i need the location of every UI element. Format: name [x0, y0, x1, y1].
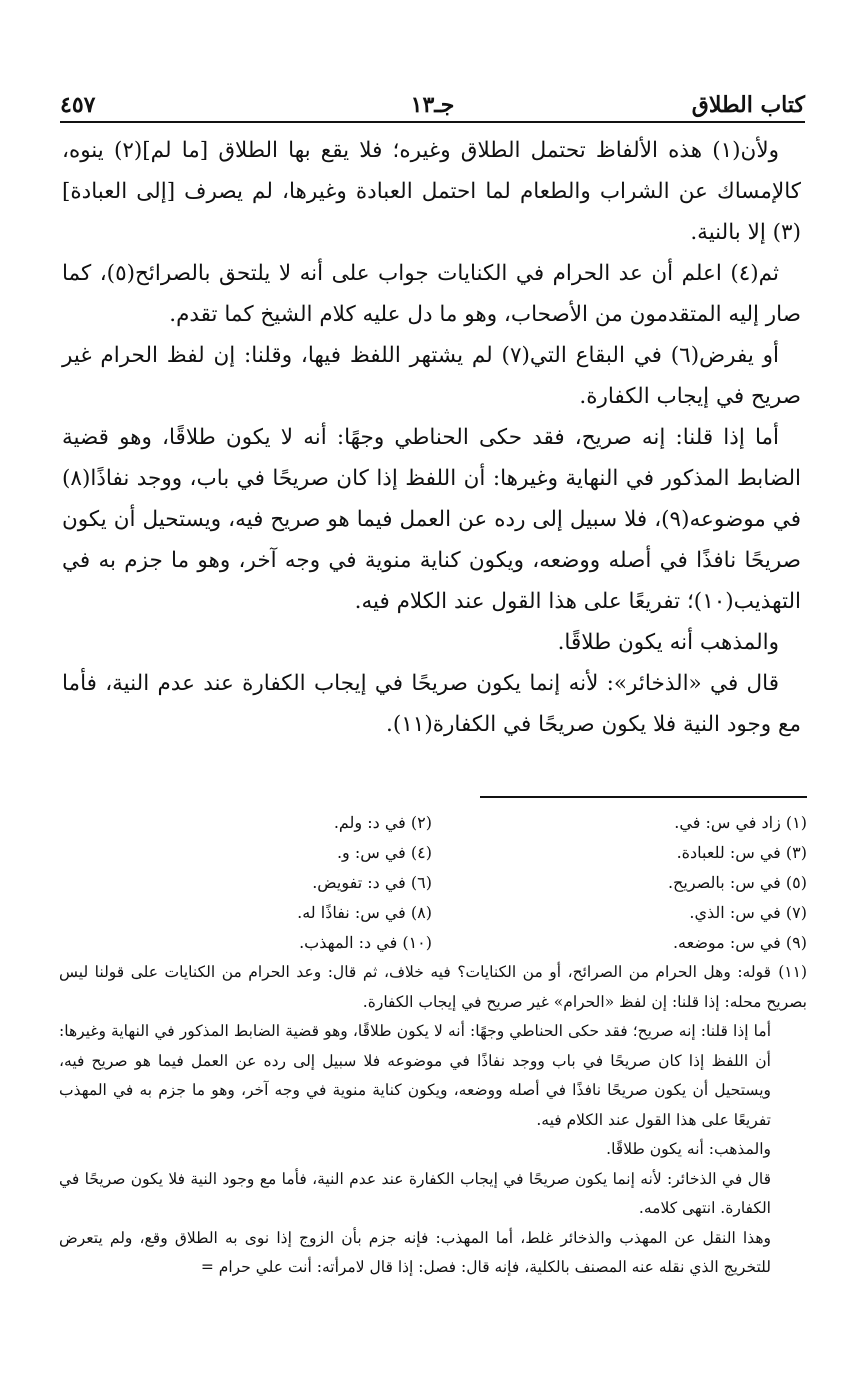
footnote-1: (١) زاد في س: في. — [674, 813, 807, 832]
main-text — [62, 130, 801, 745]
footnote-7: (٧) في س: الذي. — [689, 903, 807, 922]
footnote-2: (٢) في د: ولم. — [333, 813, 432, 832]
footnote-6: (٦) في د: تفويض. — [312, 873, 432, 892]
footnote-separator — [480, 796, 807, 798]
footnote-11-para-2: أما إذا قلنا: إنه صريح؛ فقد حكى الحناطي وجهًا: أنه لا يكون طلاقًا، وهو قضية الضابط المذكور في النهاية وغيرها: أن اللفظ إذا كان صريحًا في باب ووجد نفاذًا في موضوعه فلا سبيل إلى رده عن العمل فيما هو صريح فيه، ويستحيل أن يكون صريحًا نافذًا في أصله ووضعه، ويكون كناية منوية في وجه آخر، وهو ما جزم به في المهذب تفريعًا على هذا القول عند الكلام فيه. — [59, 1022, 771, 1129]
footnote-11 — [59, 958, 807, 1283]
footnote-11-first — [59, 958, 807, 1017]
header-rule — [60, 121, 805, 123]
paragraph-5: والمذهب أنه يكون طلاقًا. — [557, 630, 779, 655]
footnote-9: (٩) في س: موضعه. — [672, 933, 807, 952]
chapter-title: كتاب الطلاق — [691, 92, 805, 118]
footnote-11-para-1: قوله: وهل الحرام من الصرائح، أو من الكنايات؟ فيه خلاف، ثم قال: وعد الحرام من الكنايات على قولنا ليس بصريح محله: إذا قلنا: إن لفظ «الحرام» غير صريح في إيجاب الكفارة. — [59, 963, 807, 1011]
page-number: ٤٥٧ — [60, 92, 96, 118]
footnote-5: (٥) في س: بالصريح. — [667, 873, 807, 892]
footnote-8: (٨) في س: نفاذًا له. — [297, 903, 432, 922]
footnote-4: (٤) في س: و. — [336, 843, 432, 862]
paragraph-2: ثم(٤) اعلم أن عد الحرام في الكنايات جواب على أنه لا يلتحق بالصرائح(٥)، كما صار إليه المتقدمون من الأصحاب، وهو ما دل عليه كلام الشيخ كما تقدم. — [62, 261, 801, 327]
footnote-3: (٣) في س: للعبادة. — [676, 843, 807, 862]
paragraph-6: قال في «الذخائر»: لأنه إنما يكون صريحًا في إيجاب الكفارة عند عدم النية، فأما مع وجود النية فلا يكون صريحًا في الكفارة(١١). — [62, 671, 801, 737]
footnote-11-number: (١١) — [778, 963, 807, 981]
paragraph-4: أما إذا قلنا: إنه صريح، فقد حكى الحناطي وجهًا: أنه لا يكون طلاقًا، وهو قضية الضابط المذكور في النهاية وغيرها: أن اللفظ إذا كان صريحًا في باب، ووجد نفاذًا(٨) في موضوعه(٩)، فلا سبيل إلى رده عن العمل فيما هو صريح فيه، ويستحيل أن يكون صريحًا نافذًا في أصله ووضعه، ويكون كناية منوية في وجه آخر، وهو ما جزم به في التهذيب(١٠)؛ تفريعًا على هذا القول عند الكلام فيه. — [62, 425, 802, 614]
paragraph-1: ولأن(١) هذه الألفاظ تحتمل الطلاق وغيره؛ فلا يقع بها الطلاق [ما لم](٢) ينوه، كالإمساك عن الشراب والطعام لما احتمل العبادة وغيرها، لم يصرف [إلى العبادة](٣) إلا بالنية. — [62, 138, 801, 245]
paragraph-3: أو يفرض(٦) في البقاع التي(٧) لم يشتهر اللفظ فيها، وقلنا: إن لفظ الحرام غير صريح في إيجاب الكفارة. — [62, 343, 801, 409]
footnote-11-para-3: والمذهب: أنه يكون طلاقًا. — [606, 1140, 771, 1158]
footnote-11-para-4: قال في الذخائر: لأنه إنما يكون صريحًا في إيجاب الكفارة عند عدم النية، فأما مع وجود النية فلا يكون صريحًا في الكفارة. انتهى كلامه. — [59, 1169, 771, 1217]
footnotes-short — [57, 808, 807, 958]
volume-label: جـ١٣ — [410, 92, 455, 118]
page-header — [60, 78, 805, 118]
footnote-10: (١٠) في د: المهذب. — [299, 933, 432, 952]
footnote-11-para-5: وهذا النقل عن المهذب والذخائر غلط، أما المهذب: فإنه جزم بأن الزوج إذا نوى به الطلاق وقع، ولم يتعرض للتخريج الذي نقله عنه المصنف بالكلية، فإنه قال: فصل: إذا قال لامرأته: أنت علي حرام = — [59, 1228, 771, 1276]
